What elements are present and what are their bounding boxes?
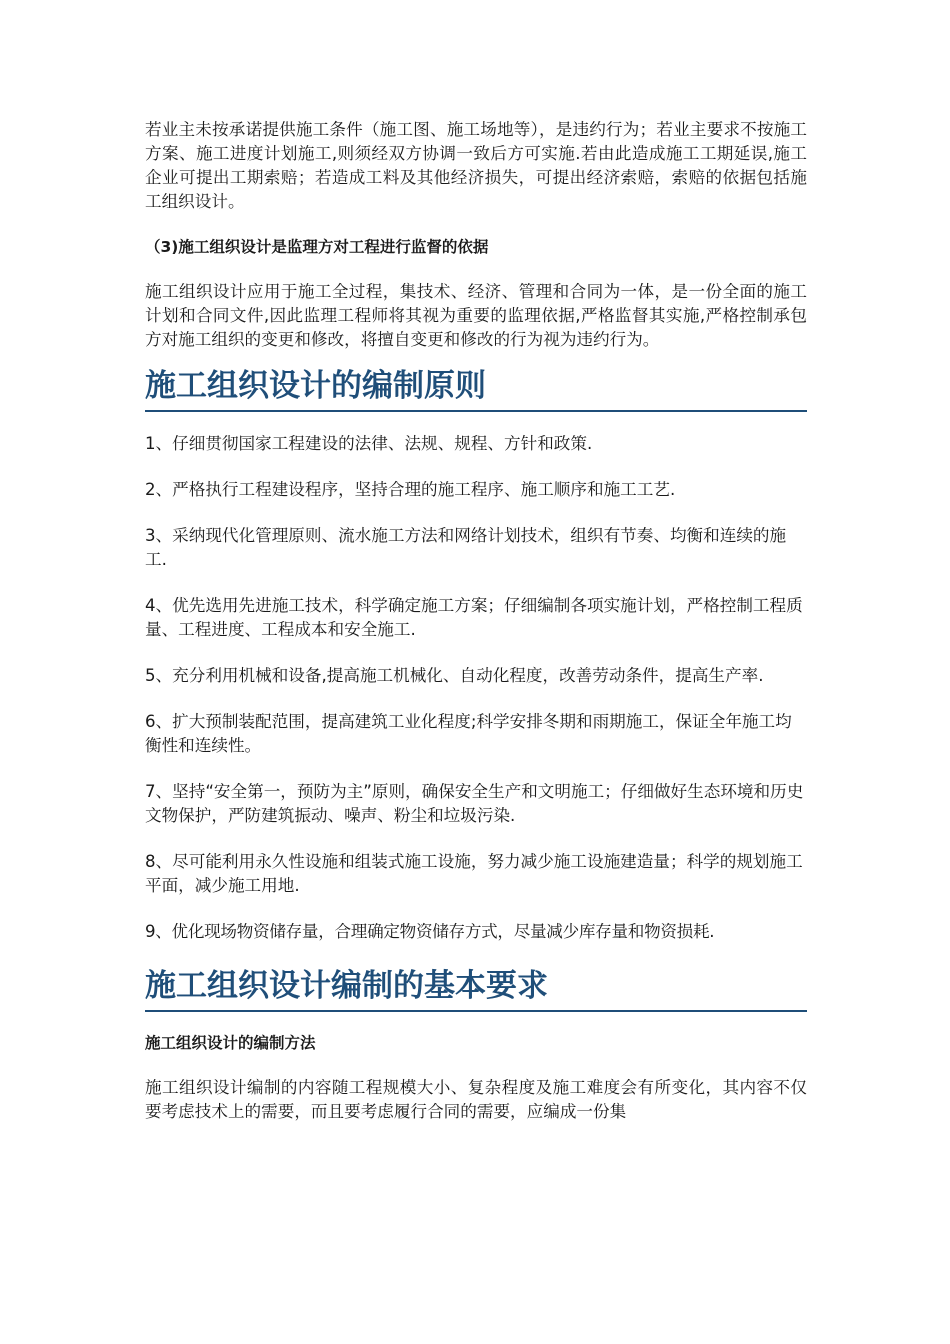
principles-list (145, 432, 807, 944)
list-item: 5、充分利用机械和设备,提高施工机械化、自动化程度，改善劳动条件，提高生产率. (145, 666, 764, 685)
intro-paragraph: 若业主未按承诺提供施工条件（施工图、施工场地等），是违约行为；若业主要求不按施工方案、施工进度计划施工,则须经双方协调一致后方可实施.若由此造成施工工期延误,施工企业可提出工期索赔；若造成工料及其他经济损失，可提出经济索赔，索赔的依据包括施工组织设计。 (145, 120, 807, 211)
list-item: 8、尽可能利用永久性设施和组装式施工设施，努力减少施工设施建造量；科学的规划施工平面，减少施工用地. (145, 852, 803, 895)
heading-basic-requirements: 施工组织设计编制的基本要求 (145, 966, 807, 1012)
list-item: 9、优化现场物资储存量，合理确定物资储存方式，尽量减少库存量和物资损耗. (145, 922, 715, 941)
list-item: 6、扩大预制装配范围，提高建筑工业化程度;科学安排冬期和雨期施工，保证全年施工均衡性和连续性。 (145, 712, 792, 755)
list-item: 1、仔细贯彻国家工程建设的法律、法规、规程、方针和政策. (145, 434, 593, 453)
document-page (145, 118, 807, 1124)
list-item: 3、采纳现代化管理原则、流水施工方法和网络计划技术，组织有节奏、均衡和连续的施工. (145, 526, 787, 569)
subheading-supervision-basis: （3)施工组织设计是监理方对工程进行监督的依据 (145, 238, 489, 256)
subheading-compilation-method: 施工组织设计的编制方法 (145, 1034, 316, 1052)
supervision-paragraph: 施工组织设计应用于施工全过程，集技术、经济、管理和合同为一体，是一份全面的施工计划和合同文件,因此监理工程师将其视为重要的监理依据,严格监督其实施,严格控制承包方对施工组织的变更和修改，将擅自变更和修改的行为视为违约行为。 (145, 282, 807, 349)
heading-compilation-principles: 施工组织设计的编制原则 (145, 366, 807, 412)
list-item: 7、坚持“安全第一，预防为主”原则，确保安全生产和文明施工；仔细做好生态环境和历史文物保护，严防建筑振动、噪声、粉尘和垃圾污染. (145, 782, 804, 825)
method-paragraph: 施工组织设计编制的内容随工程规模大小、复杂程度及施工难度会有所变化，其内容不仅要考虑技术上的需要，而且要考虑履行合同的需要，应编成一份集 (145, 1078, 807, 1121)
list-item: 4、优先选用先进施工技术，科学确定施工方案；仔细编制各项实施计划，严格控制工程质量、工程进度、工程成本和安全施工. (145, 596, 803, 639)
list-item: 2、严格执行工程建设程序，坚持合理的施工程序、施工顺序和施工工艺. (145, 480, 676, 499)
